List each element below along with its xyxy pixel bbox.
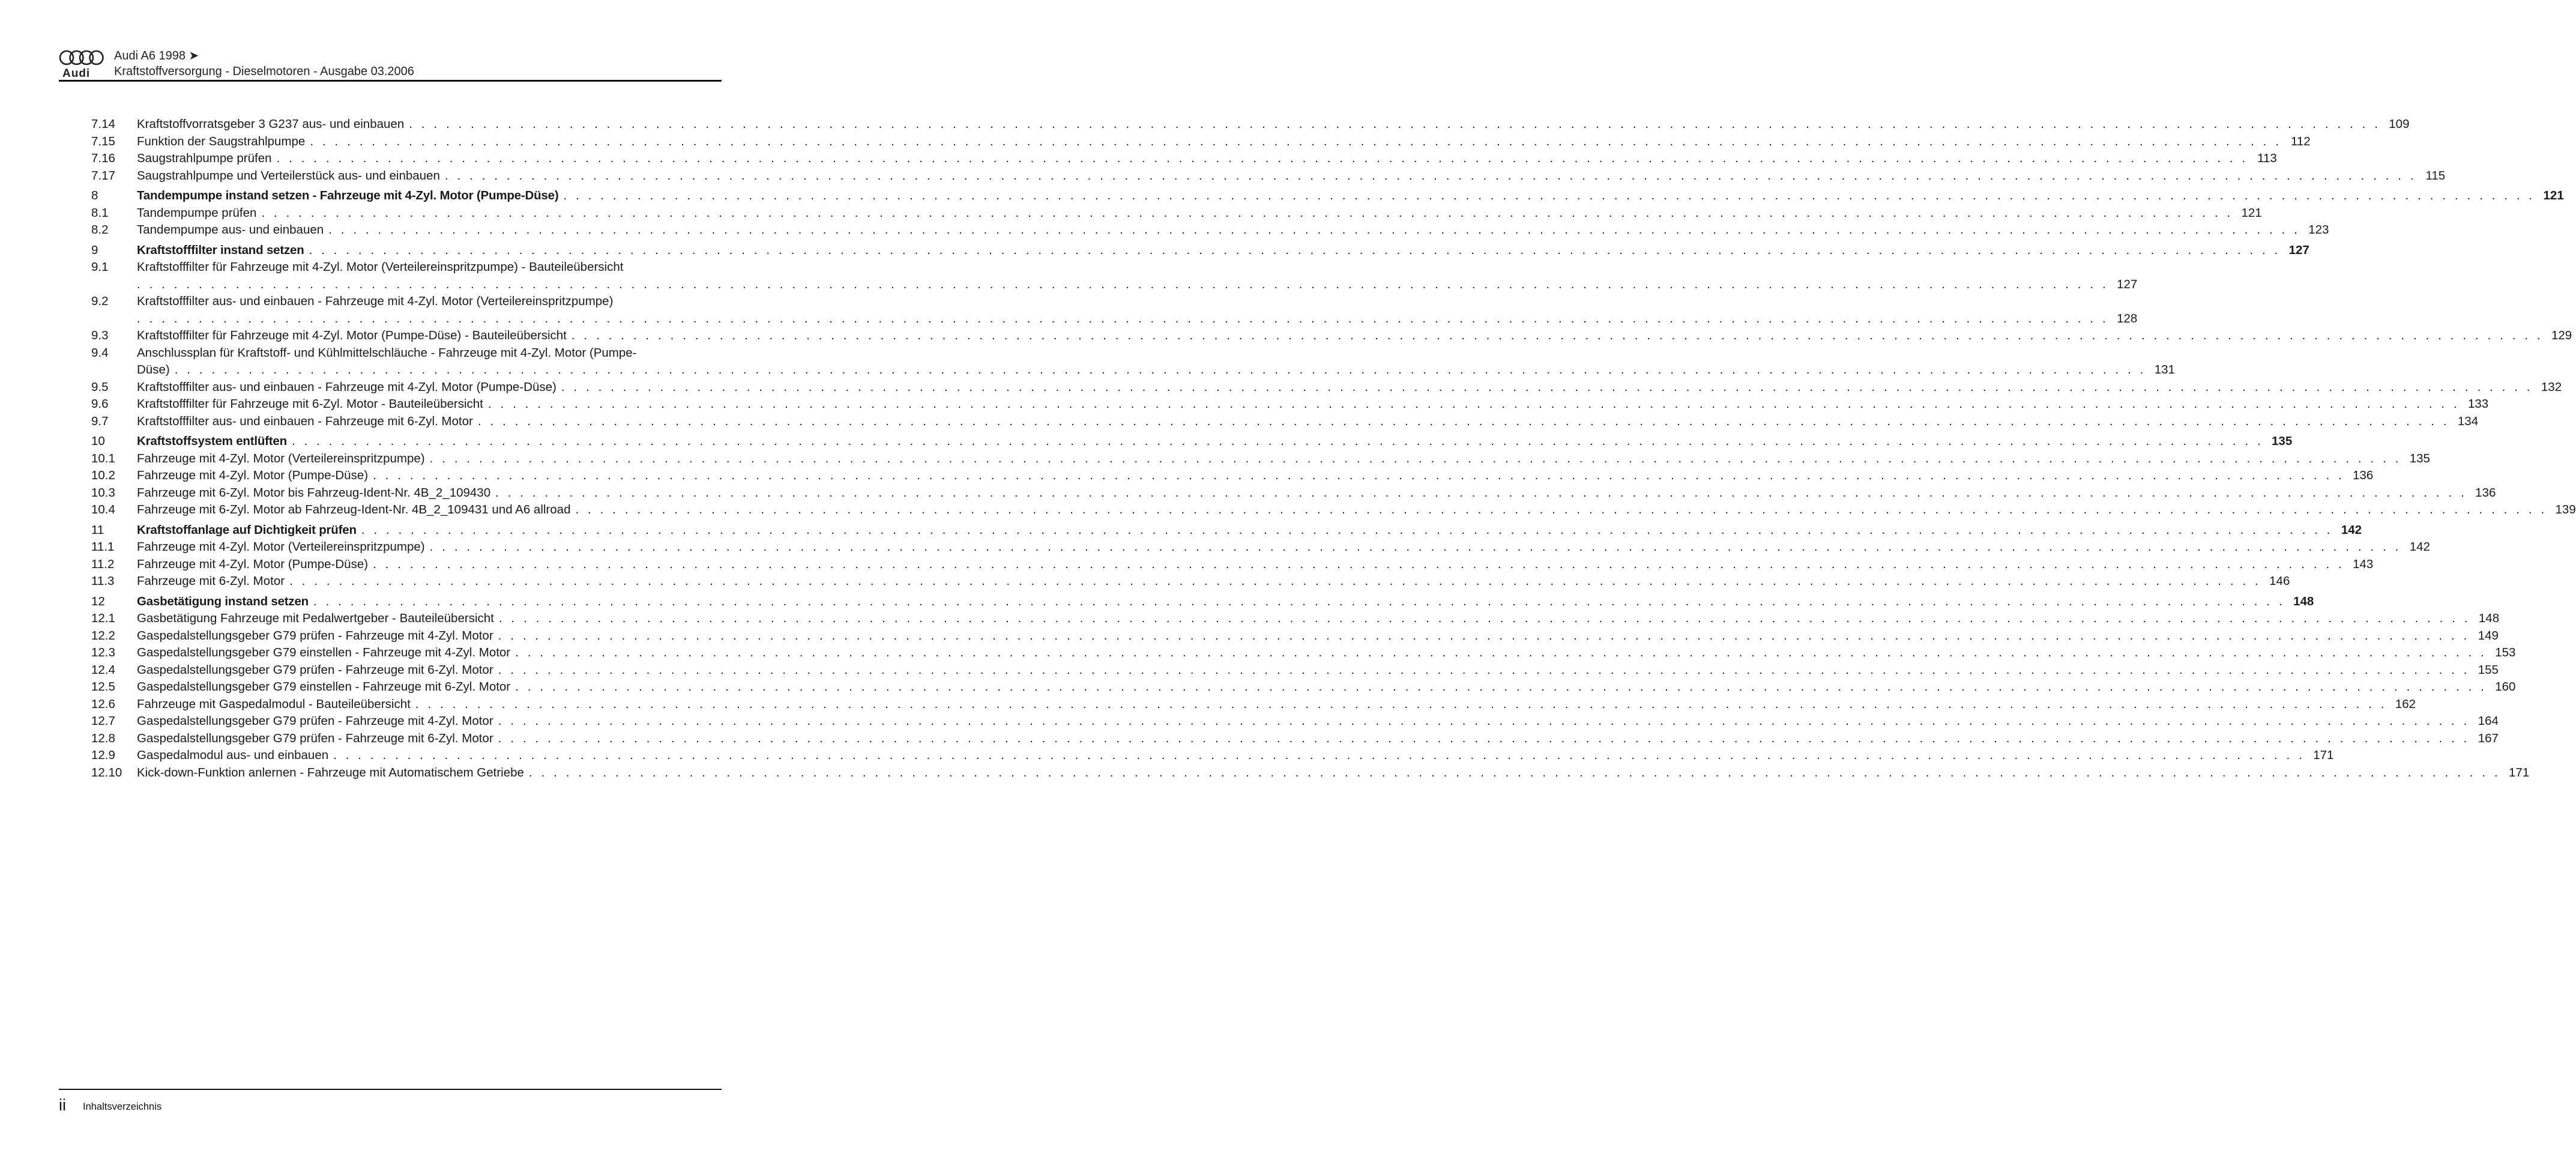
toc-dot-leader: . . . . . . . . . . . . . . . . . . . . . . . . . . . . . . . . . . . . . . . . . . . . . . . . . . . . . . . . . . . . . . . . . . . . . . . . . . . . . . . . . . . . . . . . . . . . . . . . . . . . . . . . . . . . . . . . . . . . . . . . . . . . . . . . . . . . . . . . . . . . . . . . . . . . . . . . . . . . . . . . bbox=[409, 117, 2381, 131]
toc-entry-number: 9.7 bbox=[91, 414, 109, 428]
toc-entry-number: 7.16 bbox=[91, 151, 115, 165]
toc-entry-title: Tandempumpe prüfen bbox=[137, 205, 257, 220]
toc-entry-number: 12.1 bbox=[91, 611, 115, 625]
toc-dot-leader: . . . . . . . . . . . . . . . . . . . . . . . . . . . . . . . . . . . . . . . . . . . . . . . . . . . . . . . . . . . . . . . . . . . . . . . . . . . . . . . . . . . . . . . . . . . . . . . . . . . . . . . . . . . . . . . . . . . . . . . . . . . . . . . . . . . . . . . . . . . . . . . . . . . . . . . . . . . . . . . . bbox=[137, 311, 2109, 325]
toc-dot-leader: . . . . . . . . . . . . . . . . . . . . . . . . . . . . . . . . . . . . . . . . . . . . . . . . . . . . . . . . . . . . . . . . . . . . . . . . . . . . . . . . . . . . . . . . . . . . . . . . . . . . . . . . . . . . . . . . . . . . . . . . . . . . . . . . . . . . . . . . . . . . . . . . . . . . . . . . . . . . . . . . bbox=[361, 522, 2333, 537]
toc-entry-row[interactable] bbox=[91, 644, 2516, 662]
manual-subtitle: Kraftstoffversorgung - Dieselmotoren - Ausgabe 03.2006 bbox=[114, 65, 414, 78]
toc-entry-title: Kraftstofffilter für Fahrzeuge mit 6-Zyl. Motor - Bauteileübersicht bbox=[137, 397, 483, 411]
toc-entry-title-continuation: Düse) bbox=[137, 363, 170, 377]
toc-page-number: 136 bbox=[2353, 468, 2374, 482]
toc-entry-title: Fahrzeuge mit 4-Zyl. Motor (Pumpe-Düse) bbox=[137, 468, 369, 482]
toc-entry-number: 7.14 bbox=[91, 117, 115, 131]
toc-entry-number: 9.5 bbox=[91, 380, 109, 394]
toc-page-number: 142 bbox=[2341, 522, 2362, 537]
toc-page-number: 160 bbox=[2495, 680, 2516, 694]
toc-dot-leader: . . . . . . . . . . . . . . . . . . . . . . . . . . . . . . . . . . . . . . . . . . . . . . . . . . . . . . . . . . . . . . . . . . . . . . . . . . . . . . . . . . . . . . . . . . . . . . . . . . . . . . . . . . . . . . . . . . . . . . . . . . . . . . . . . . . . . . . . . . . . . . . . . . . . . . . . . . . . . . . . bbox=[261, 205, 2233, 220]
toc-entry-number: 12.5 bbox=[91, 680, 115, 694]
toc-entry-title: Fahrzeuge mit 6-Zyl. Motor bis Fahrzeug-Ident-Nr. 4B_2_109430 bbox=[137, 485, 491, 500]
toc-dot-leader: . . . . . . . . . . . . . . . . . . . . . . . . . . . . . . . . . . . . . . . . . . . . . . . . . . . . . . . . . . . . . . . . . . . . . . . . . . . . . . . . . . . . . . . . . . . . . . . . . . . . . . . . . . . . . . . . . . . . . . . . . . . . . . . . . . . . . . . . . . . . . . . . . . . . . . . . . . . . . . . . bbox=[515, 680, 2487, 694]
toc-page-number: 142 bbox=[2409, 540, 2430, 554]
toc-page-number: 127 bbox=[2288, 243, 2309, 257]
toc-dot-leader: . . . . . . . . . . . . . . . . . . . . . . . . . . . . . . . . . . . . . . . . . . . . . . . . . . . . . . . . . . . . . . . . . . . . . . . . . . . . . . . . . . . . . . . . . . . . . . . . . . . . . . . . . . . . . . . . . . . . . . . . . . . . . . . . . . . . . . . . . . . . . . . . . . . . . . . . . . . . . . . . bbox=[276, 151, 2248, 165]
toc-entry-number: 12.3 bbox=[91, 646, 115, 659]
toc-entry-number: 9.3 bbox=[91, 328, 109, 342]
toc-dot-leader: . . . . . . . . . . . . . . . . . . . . . . . . . . . . . . . . . . . . . . . . . . . . . . . . . . . . . . . . . . . . . . . . . . . . . . . . . . . . . . . . . . . . . . . . . . . . . . . . . . . . . . . . . . . . . . . . . . . . . . . . . . . . . . . . . . . . . . . . . . . . . . . . . . . . . . . . . . . . . . . . bbox=[174, 363, 2146, 377]
toc-dot-leader: . . . . . . . . . . . . . . . . . . . . . . . . . . . . . . . . . . . . . . . . . . . . . . . . . . . . . . . . . . . . . . . . . . . . . . . . . . . . . . . . . . . . . . . . . . . . . . . . . . . . . . . . . . . . . . . . . . . . . . . . . . . . . . . . . . . . . . . . . . . . . . . . . . . . . . . . . . . . . . . . bbox=[477, 414, 2450, 428]
toc-entry-title: Kraftstofffilter aus- und einbauen - Fahrzeuge mit 6-Zyl. Motor bbox=[137, 414, 473, 428]
toc-entry-number: 9 bbox=[91, 243, 98, 257]
toc-entry-number: 12.9 bbox=[91, 748, 115, 762]
toc-dot-leader: . . . . . . . . . . . . . . . . . . . . . . . . . . . . . . . . . . . . . . . . . . . . . . . . . . . . . . . . . . . . . . . . . . . . . . . . . . . . . . . . . . . . . . . . . . . . . . . . . . . . . . . . . . . . . . . . . . . . . . . . . . . . . . . . . . . . . . . . . . . . . . . . . . . . . . . . . . . . . . . . bbox=[498, 662, 2470, 677]
toc-entry-row[interactable] bbox=[91, 327, 2572, 345]
toc-entry-row[interactable] bbox=[91, 485, 2496, 502]
toc-dot-leader: . . . . . . . . . . . . . . . . . . . . . . . . . . . . . . . . . . . . . . . . . . . . . . . . . . . . . . . . . . . . . . . . . . . . . . . . . . . . . . . . . . . . . . . . . . . . . . . . . . . . . . . . . . . . . . . . . . . . . . . . . . . . . . . . . . . . . . . . . . . . . . . . . . . . . . . . . . . . . . . . bbox=[528, 765, 2501, 779]
toc-entry-number: 12 bbox=[91, 594, 105, 608]
toc-dot-leader: . . . . . . . . . . . . . . . . . . . . . . . . . . . . . . . . . . . . . . . . . . . . . . . . . . . . . . . . . . . . . . . . . . . . . . . . . . . . . . . . . . . . . . . . . . . . . . . . . . . . . . . . . . . . . . . . . . . . . . . . . . . . . . . . . . . . . . . . . . . . . . . . . . . . . . . . . . . . . . . . bbox=[498, 628, 2470, 643]
toc-entry-title: Gaspedalstellungsgeber G79 einstellen - Fahrzeuge mit 4-Zyl. Motor bbox=[137, 646, 511, 659]
toc-entry-title: Gaspedalstellungsgeber G79 prüfen - Fahrzeuge mit 4-Zyl. Motor bbox=[137, 714, 493, 728]
footer-section-label: Inhaltsverzeichnis bbox=[83, 1101, 162, 1112]
toc-page-number: 148 bbox=[2478, 611, 2500, 625]
toc-entry-row[interactable] bbox=[91, 259, 2138, 293]
toc-page-number: 149 bbox=[2478, 628, 2499, 643]
toc-entry-row[interactable] bbox=[91, 116, 2410, 133]
toc-page-number: 167 bbox=[2478, 731, 2499, 745]
toc-page-number: 113 bbox=[2257, 151, 2277, 165]
toc-chapter-row[interactable] bbox=[91, 242, 2309, 259]
toc-entry-title: Fahrzeuge mit 4-Zyl. Motor (Pumpe-Düse) bbox=[137, 557, 369, 571]
toc-entry-row[interactable] bbox=[91, 696, 2416, 713]
toc-entry-number: 11 bbox=[91, 522, 104, 537]
toc-page-number: 146 bbox=[2269, 574, 2290, 588]
toc-entry-title: Fahrzeuge mit 6-Zyl. Motor bbox=[137, 574, 285, 588]
toc-entry-title: Kraftstoffvorratsgeber 3 G237 aus- und einbauen bbox=[137, 117, 405, 131]
toc-entry-row[interactable] bbox=[91, 679, 2516, 696]
toc-page-number: 121 bbox=[2543, 189, 2564, 202]
toc-entry-row[interactable] bbox=[91, 628, 2499, 645]
toc-page-number: 112 bbox=[2290, 134, 2311, 148]
toc-page-number: 171 bbox=[2508, 765, 2530, 779]
toc-entry-title: Kraftstofffilter aus- und einbauen - Fahrzeuge mit 4-Zyl. Motor (Pumpe-Düse) bbox=[137, 380, 557, 394]
toc-entry-title: Saugstrahlpumpe und Verteilerstück aus- und einbauen bbox=[137, 168, 440, 183]
toc-entry-title: Kraftstofffilter für Fahrzeuge mit 4-Zyl. Motor (Pumpe-Düse) - Bauteileübersicht bbox=[137, 328, 567, 342]
toc-entry-row[interactable] bbox=[91, 713, 2499, 730]
toc-entry-row[interactable] bbox=[91, 222, 2329, 239]
toc-entry-row[interactable] bbox=[91, 539, 2430, 556]
toc-entry-title: Gaspedalstellungsgeber G79 prüfen - Fahrzeuge mit 4-Zyl. Motor bbox=[137, 628, 493, 643]
toc-entry-row[interactable] bbox=[91, 396, 2489, 413]
toc-page-number: 129 bbox=[2551, 328, 2572, 342]
toc-dot-leader: . . . . . . . . . . . . . . . . . . . . . . . . . . . . . . . . . . . . . . . . . . . . . . . . . . . . . . . . . . . . . . . . . . . . . . . . . . . . . . . . . . . . . . . . . . . . . . . . . . . . . . . . . . . . . . . . . . . . . . . . . . . . . . . . . . . . . . . . . . . . . . . . . . . . . . . . . . . . . . . . bbox=[563, 189, 2535, 202]
toc-entry-title: Fahrzeuge mit 4-Zyl. Motor (Verteilereinspritzpumpe) bbox=[137, 451, 425, 465]
toc-entry-row[interactable] bbox=[91, 764, 2530, 782]
toc-entry-number: 11.1 bbox=[91, 540, 115, 554]
toc-entry-title: Fahrzeuge mit 4-Zyl. Motor (Verteilereinspritzpumpe) bbox=[137, 540, 425, 554]
toc-dot-leader: . . . . . . . . . . . . . . . . . . . . . . . . . . . . . . . . . . . . . . . . . . . . . . . . . . . . . . . . . . . . . . . . . . . . . . . . . . . . . . . . . . . . . . . . . . . . . . . . . . . . . . . . . . . . . . . . . . . . . . . . . . . . . . . . . . . . . . . . . . . . . . . . . . . . . . . . . . . . . . . . bbox=[498, 731, 2470, 745]
toc-entry-number: 10.4 bbox=[91, 503, 115, 516]
toc-dot-leader: . . . . . . . . . . . . . . . . . . . . . . . . . . . . . . . . . . . . . . . . . . . . . . . . . . . . . . . . . . . . . . . . . . . . . . . . . . . . . . . . . . . . . . . . . . . . . . . . . . . . . . . . . . . . . . . . . . . . . . . . . . . . . . . . . . . . . . . . . . . . . . . . . . . . . . . . . . . . . . . . bbox=[373, 468, 2345, 482]
toc-dot-leader: . . . . . . . . . . . . . . . . . . . . . . . . . . . . . . . . . . . . . . . . . . . . . . . . . . . . . . . . . . . . . . . . . . . . . . . . . . . . . . . . . . . . . . . . . . . . . . . . . . . . . . . . . . . . . . . . . . . . . . . . . . . . . . . . . . . . . . . . . . . . . . . . . . . . . . . . . . . . . . . . bbox=[333, 748, 2305, 762]
toc-dot-leader: . . . . . . . . . . . . . . . . . . . . . . . . . . . . . . . . . . . . . . . . . . . . . . . . . . . . . . . . . . . . . . . . . . . . . . . . . . . . . . . . . . . . . . . . . . . . . . . . . . . . . . . . . . . . . . . . . . . . . . . . . . . . . . . . . . . . . . . . . . . . . . . . . . . . . . . . . . . . . . . . bbox=[498, 714, 2470, 728]
toc-dot-leader: . . . . . . . . . . . . . . . . . . . . . . . . . . . . . . . . . . . . . . . . . . . . . . . . . . . . . . . . . . . . . . . . . . . . . . . . . . . . . . . . . . . . . . . . . . . . . . . . . . . . . . . . . . . . . . . . . . . . . . . . . . . . . . . . . . . . . . . . . . . . . . . . . . . . . . . . . . . . . . . . bbox=[373, 557, 2345, 571]
toc-entry-number: 12.10 bbox=[91, 765, 122, 779]
toc-entry-title: Anschlussplan für Kraftstoff- und Kühlmittelschläuche - Fahrzeuge mit 4-Zyl. Motor (Pumpe- bbox=[137, 345, 637, 360]
toc-page-number: 121 bbox=[2241, 205, 2262, 220]
toc-entry-number: 9.1 bbox=[91, 260, 109, 274]
toc-entry-title: Saugstrahlpumpe prüfen bbox=[137, 151, 272, 165]
toc-entry-title: Gasbetätigung Fahrzeuge mit Pedalwertgeber - Bauteileübersicht bbox=[137, 611, 494, 625]
toc-page-number: 128 bbox=[2117, 311, 2138, 325]
toc-entry-number: 12.6 bbox=[91, 697, 115, 711]
table-of-contents bbox=[91, 116, 2576, 781]
audi-wordmark: Audi bbox=[62, 67, 91, 80]
toc-entry-title: Kraftstofffilter instand setzen bbox=[137, 243, 304, 257]
toc-page-number: 131 bbox=[2154, 363, 2175, 377]
toc-dot-leader: . . . . . . . . . . . . . . . . . . . . . . . . . . . . . . . . . . . . . . . . . . . . . . . . . . . . . . . . . . . . . . . . . . . . . . . . . . . . . . . . . . . . . . . . . . . . . . . . . . . . . . . . . . . . . . . . . . . . . . . . . . . . . . . . . . . . . . . . . . . . . . . . . . . . . . . . . . . . . . . . bbox=[310, 134, 2282, 148]
toc-entry-row[interactable] bbox=[91, 610, 2500, 628]
toc-entry-number: 7.17 bbox=[91, 168, 115, 183]
toc-entry-number: 8.1 bbox=[91, 205, 109, 220]
toc-page-number: 123 bbox=[2308, 223, 2329, 237]
toc-dot-leader: . . . . . . . . . . . . . . . . . . . . . . . . . . . . . . . . . . . . . . . . . . . . . . . . . . . . . . . . . . . . . . . . . . . . . . . . . . . . . . . . . . . . . . . . . . . . . . . . . . . . . . . . . . . . . . . . . . . . . . . . . . . . . . . . . . . . . . . . . . . . . . . . . . . . . . . . . . . . . . . . bbox=[495, 485, 2467, 500]
toc-entry-number: 9.2 bbox=[91, 294, 109, 308]
toc-entry-title: Kraftstoffanlage auf Dichtigkeit prüfen bbox=[137, 522, 357, 537]
toc-entry-row[interactable] bbox=[91, 345, 2175, 379]
toc-entry-number: 11.3 bbox=[91, 574, 115, 588]
toc-entry-row[interactable] bbox=[91, 413, 2479, 431]
page-header bbox=[59, 48, 722, 82]
toc-page-number: 164 bbox=[2478, 714, 2499, 728]
manual-model-line: Audi A6 1998 ➤ bbox=[114, 49, 199, 62]
toc-dot-leader: . . . . . . . . . . . . . . . . . . . . . . . . . . . . . . . . . . . . . . . . . . . . . . . . . . . . . . . . . . . . . . . . . . . . . . . . . . . . . . . . . . . . . . . . . . . . . . . . . . . . . . . . . . . . . . . . . . . . . . . . . . . . . . . . . . . . . . . . . . . . . . . . . . . . . . . . . . . . . . . . bbox=[561, 380, 2533, 394]
toc-entry-title: Kick-down-Funktion anlernen - Fahrzeuge mit Automatischem Getriebe bbox=[137, 765, 524, 779]
toc-entry-title: Gaspedalstellungsgeber G79 prüfen - Fahrzeuge mit 6-Zyl. Motor bbox=[137, 662, 493, 677]
toc-entry-title: Funktion der Saugstrahlpumpe bbox=[137, 134, 306, 148]
toc-dot-leader: . . . . . . . . . . . . . . . . . . . . . . . . . . . . . . . . . . . . . . . . . . . . . . . . . . . . . . . . . . . . . . . . . . . . . . . . . . . . . . . . . . . . . . . . . . . . . . . . . . . . . . . . . . . . . . . . . . . . . . . . . . . . . . . . . . . . . . . . . . . . . . . . . . . . . . . . . . . . . . . . bbox=[571, 328, 2544, 342]
toc-dot-leader: . . . . . . . . . . . . . . . . . . . . . . . . . . . . . . . . . . . . . . . . . . . . . . . . . . . . . . . . . . . . . . . . . . . . . . . . . . . . . . . . . . . . . . . . . . . . . . . . . . . . . . . . . . . . . . . . . . . . . . . . . . . . . . . . . . . . . . . . . . . . . . . . . . . . . . . . . . . . . . . . bbox=[487, 397, 2460, 411]
toc-entry-number: 10.1 bbox=[91, 451, 115, 465]
toc-page-number: 134 bbox=[2457, 414, 2479, 428]
toc-entry-number: 9.6 bbox=[91, 397, 109, 411]
toc-entry-number: 7.15 bbox=[91, 134, 115, 148]
toc-entry-row[interactable] bbox=[91, 467, 2374, 485]
toc-entry-title: Gaspedalstellungsgeber G79 einstellen - Fahrzeuge mit 6-Zyl. Motor bbox=[137, 680, 511, 694]
toc-page-number: 127 bbox=[2117, 277, 2138, 291]
toc-entry-row[interactable] bbox=[91, 501, 2576, 519]
toc-page-number: 171 bbox=[2313, 748, 2334, 762]
toc-page-number: 148 bbox=[2293, 594, 2314, 608]
toc-dot-leader: . . . . . . . . . . . . . . . . . . . . . . . . . . . . . . . . . . . . . . . . . . . . . . . . . . . . . . . . . . . . . . . . . . . . . . . . . . . . . . . . . . . . . . . . . . . . . . . . . . . . . . . . . . . . . . . . . . . . . . . . . . . . . . . . . . . . . . . . . . . . . . . . . . . . . . . . . . . . . . . . bbox=[429, 540, 2401, 554]
toc-chapter-row[interactable] bbox=[91, 593, 2314, 611]
toc-entry-title: Tandempumpe aus- und einbauen bbox=[137, 223, 324, 237]
toc-entry-title: Gasbetätigung instand setzen bbox=[137, 594, 309, 608]
toc-entry-number: 12.8 bbox=[91, 731, 115, 745]
toc-entry-row[interactable] bbox=[91, 168, 2446, 185]
toc-entry-number: 8 bbox=[91, 189, 98, 202]
toc-entry-number: 10.2 bbox=[91, 468, 115, 482]
toc-chapter-row[interactable] bbox=[91, 433, 2293, 450]
toc-page-number: 135 bbox=[2272, 434, 2293, 448]
toc-chapter-row[interactable] bbox=[91, 522, 2362, 539]
toc-entry-row[interactable] bbox=[91, 293, 2138, 327]
toc-entry-title: Gaspedalstellungsgeber G79 prüfen - Fahrzeuge mit 6-Zyl. Motor bbox=[137, 731, 493, 745]
toc-dot-leader: . . . . . . . . . . . . . . . . . . . . . . . . . . . . . . . . . . . . . . . . . . . . . . . . . . . . . . . . . . . . . . . . . . . . . . . . . . . . . . . . . . . . . . . . . . . . . . . . . . . . . . . . . . . . . . . . . . . . . . . . . . . . . . . . . . . . . . . . . . . . . . . . . . . . . . . . . . . . . . . . bbox=[309, 243, 2281, 257]
toc-dot-leader: . . . . . . . . . . . . . . . . . . . . . . . . . . . . . . . . . . . . . . . . . . . . . . . . . . . . . . . . . . . . . . . . . . . . . . . . . . . . . . . . . . . . . . . . . . . . . . . . . . . . . . . . . . . . . . . . . . . . . . . . . . . . . . . . . . . . . . . . . . . . . . . . . . . . . . . . . . . . . . . . bbox=[429, 451, 2401, 465]
toc-entry-row[interactable] bbox=[91, 450, 2430, 468]
toc-entry-row[interactable] bbox=[91, 133, 2311, 151]
footer-rule bbox=[59, 1089, 722, 1090]
toc-entry-row[interactable] bbox=[91, 556, 2374, 573]
toc-dot-leader: . . . . . . . . . . . . . . . . . . . . . . . . . . . . . . . . . . . . . . . . . . . . . . . . . . . . . . . . . . . . . . . . . . . . . . . . . . . . . . . . . . . . . . . . . . . . . . . . . . . . . . . . . . . . . . . . . . . . . . . . . . . . . . . . . . . . . . . . . . . . . . . . . . . . . . . . . . . . . . . . bbox=[575, 503, 2547, 516]
toc-entry-number: 9.4 bbox=[91, 345, 109, 360]
toc-page-number: 139 bbox=[2555, 503, 2576, 516]
toc-dot-leader: . . . . . . . . . . . . . . . . . . . . . . . . . . . . . . . . . . . . . . . . . . . . . . . . . . . . . . . . . . . . . . . . . . . . . . . . . . . . . . . . . . . . . . . . . . . . . . . . . . . . . . . . . . . . . . . . . . . . . . . . . . . . . . . . . . . . . . . . . . . . . . . . . . . . . . . . . . . . . . . . bbox=[291, 434, 2264, 448]
toc-entry-row[interactable] bbox=[91, 205, 2262, 222]
toc-entry-row[interactable] bbox=[91, 573, 2290, 590]
toc-entry-number: 12.7 bbox=[91, 714, 115, 728]
toc-page-number: 136 bbox=[2475, 485, 2496, 500]
toc-entry-title: Kraftstofffilter aus- und einbauen - Fahrzeuge mit 4-Zyl. Motor (Verteilereinspritzpumpe) bbox=[137, 294, 614, 308]
toc-entry-title: Kraftstofffilter für Fahrzeuge mit 4-Zyl. Motor (Verteilereinspritzpumpe) - Bauteileübersicht bbox=[137, 260, 624, 274]
toc-entry-row[interactable] bbox=[91, 730, 2499, 748]
footer-page-number: ii bbox=[59, 1096, 66, 1114]
toc-page-number: 115 bbox=[2425, 168, 2446, 183]
toc-entry-number: 10 bbox=[91, 434, 105, 448]
toc-entry-number: 8.2 bbox=[91, 223, 109, 237]
toc-entry-row[interactable] bbox=[91, 150, 2277, 168]
toc-page-number: 133 bbox=[2467, 397, 2489, 411]
toc-entry-row[interactable] bbox=[91, 747, 2334, 764]
toc-entry-title: Tandempumpe instand setzen - Fahrzeuge mit 4-Zyl. Motor (Pumpe-Düse) bbox=[137, 189, 559, 202]
toc-entry-number: 12.4 bbox=[91, 662, 115, 677]
toc-entry-number: 10.3 bbox=[91, 485, 115, 500]
toc-entry-row[interactable] bbox=[91, 379, 2562, 396]
toc-dot-leader: . . . . . . . . . . . . . . . . . . . . . . . . . . . . . . . . . . . . . . . . . . . . . . . . . . . . . . . . . . . . . . . . . . . . . . . . . . . . . . . . . . . . . . . . . . . . . . . . . . . . . . . . . . . . . . . . . . . . . . . . . . . . . . . . . . . . . . . . . . . . . . . . . . . . . . . . . . . . . . . . bbox=[137, 277, 2109, 291]
toc-entry-row[interactable] bbox=[91, 662, 2499, 679]
toc-dot-leader: . . . . . . . . . . . . . . . . . . . . . . . . . . . . . . . . . . . . . . . . . . . . . . . . . . . . . . . . . . . . . . . . . . . . . . . . . . . . . . . . . . . . . . . . . . . . . . . . . . . . . . . . . . . . . . . . . . . . . . . . . . . . . . . . . . . . . . . . . . . . . . . . . . . . . . . . . . . . . . . . bbox=[444, 168, 2417, 183]
toc-dot-leader: . . . . . . . . . . . . . . . . . . . . . . . . . . . . . . . . . . . . . . . . . . . . . . . . . . . . . . . . . . . . . . . . . . . . . . . . . . . . . . . . . . . . . . . . . . . . . . . . . . . . . . . . . . . . . . . . . . . . . . . . . . . . . . . . . . . . . . . . . . . . . . . . . . . . . . . . . . . . . . . . bbox=[515, 646, 2487, 659]
toc-entry-title: Gaspedalmodul aus- und einbauen bbox=[137, 748, 329, 762]
toc-entry-title: Fahrzeuge mit Gaspedalmodul - Bauteileübersicht bbox=[137, 697, 411, 711]
toc-page-number: 135 bbox=[2409, 451, 2430, 465]
toc-dot-leader: . . . . . . . . . . . . . . . . . . . . . . . . . . . . . . . . . . . . . . . . . . . . . . . . . . . . . . . . . . . . . . . . . . . . . . . . . . . . . . . . . . . . . . . . . . . . . . . . . . . . . . . . . . . . . . . . . . . . . . . . . . . . . . . . . . . . . . . . . . . . . . . . . . . . . . . . . . . . . . . . bbox=[498, 611, 2471, 625]
toc-dot-leader: . . . . . . . . . . . . . . . . . . . . . . . . . . . . . . . . . . . . . . . . . . . . . . . . . . . . . . . . . . . . . . . . . . . . . . . . . . . . . . . . . . . . . . . . . . . . . . . . . . . . . . . . . . . . . . . . . . . . . . . . . . . . . . . . . . . . . . . . . . . . . . . . . . . . . . . . . . . . . . . . bbox=[313, 594, 2285, 608]
toc-page-number: 132 bbox=[2541, 380, 2562, 394]
toc-page-number: 153 bbox=[2495, 646, 2516, 659]
toc-entry-title: Kraftstoffsystem entlüften bbox=[137, 434, 287, 448]
toc-chapter-row[interactable] bbox=[91, 187, 2564, 205]
toc-dot-leader: . . . . . . . . . . . . . . . . . . . . . . . . . . . . . . . . . . . . . . . . . . . . . . . . . . . . . . . . . . . . . . . . . . . . . . . . . . . . . . . . . . . . . . . . . . . . . . . . . . . . . . . . . . . . . . . . . . . . . . . . . . . . . . . . . . . . . . . . . . . . . . . . . . . . . . . . . . . . . . . . bbox=[289, 574, 2261, 588]
toc-entry-number: 11.2 bbox=[91, 557, 115, 571]
toc-dot-leader: . . . . . . . . . . . . . . . . . . . . . . . . . . . . . . . . . . . . . . . . . . . . . . . . . . . . . . . . . . . . . . . . . . . . . . . . . . . . . . . . . . . . . . . . . . . . . . . . . . . . . . . . . . . . . . . . . . . . . . . . . . . . . . . . . . . . . . . . . . . . . . . . . . . . . . . . . . . . . . . . bbox=[415, 697, 2387, 711]
toc-entry-number: 12.2 bbox=[91, 628, 115, 643]
toc-page-number: 162 bbox=[2395, 697, 2416, 711]
header-rule bbox=[59, 80, 722, 82]
toc-page-number: 109 bbox=[2389, 117, 2410, 131]
toc-entry-title: Fahrzeuge mit 6-Zyl. Motor ab Fahrzeug-Ident-Nr. 4B_2_109431 und A6 allroad bbox=[137, 503, 571, 516]
audi-rings-logo bbox=[59, 49, 104, 66]
toc-page-number: 155 bbox=[2478, 662, 2499, 677]
toc-page-number: 143 bbox=[2353, 557, 2374, 571]
toc-dot-leader: . . . . . . . . . . . . . . . . . . . . . . . . . . . . . . . . . . . . . . . . . . . . . . . . . . . . . . . . . . . . . . . . . . . . . . . . . . . . . . . . . . . . . . . . . . . . . . . . . . . . . . . . . . . . . . . . . . . . . . . . . . . . . . . . . . . . . . . . . . . . . . . . . . . . . . . . . . . . . . . . bbox=[328, 223, 2300, 237]
